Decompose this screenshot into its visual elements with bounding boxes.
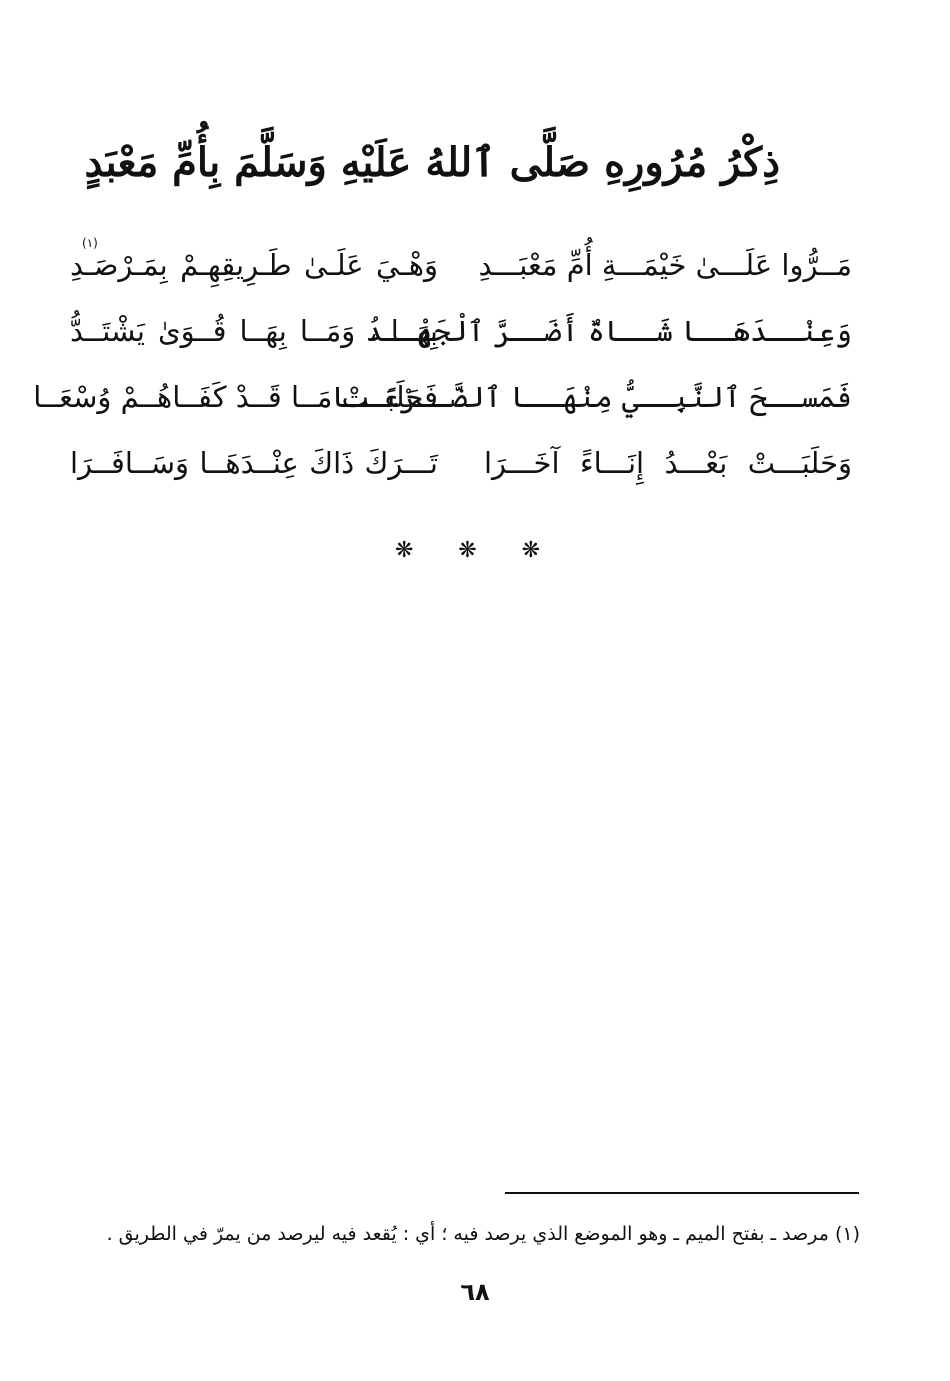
page-number: ٦٨	[460, 1278, 490, 1306]
verse-2-second-hemistich: بِهَــا ، وَمَــا بِهَــا قُــوَىٰ يَشْتَــدُّ	[70, 314, 438, 348]
asterism-icon: ❋	[395, 538, 414, 563]
verse-3-first-hemistich: فَمَســحَ ٱلنَّبِــيُّ مِنْهَــا ٱلضَّــرْعَــا	[331, 380, 852, 414]
asterism-icon: ❋	[458, 538, 477, 563]
poem	[33, 232, 852, 496]
verse-3-second-hemistich: فَحَلَبَــتْ مَــا قَــدْ كَفَــاهُــمْ وُسْعَــا	[33, 380, 438, 414]
asterism-icon: ❋	[521, 538, 540, 563]
section-separator	[395, 536, 540, 566]
verse-4	[70, 430, 852, 496]
footnote: (١) مرصد ـ بفتح الميم ـ وهو الموضع الذي يرصد فيه ؛ أي : يُقعد فيه ليرصد من يمرّ في الطريق .	[106, 1223, 860, 1245]
verse-4-first-hemistich: وَحَلَبَـــتْ بَعْـــدُ إِنَـــاءً آخَـــرَا	[484, 446, 852, 480]
chapter-title: ذِكْرُ مُرُورِهِ صَلَّى ٱللهُ عَلَيْهِ وَسَلَّمَ بِأُمِّ مَعْبَدٍ	[84, 139, 780, 186]
verse-2-first-hemistich: وَعِنْــدَهَــا شَــاةٌ أَضَــرَّ ٱلْجَهْــدُ	[365, 314, 852, 348]
verse-1	[70, 232, 852, 298]
verse-1-first-hemistich: مَــرُّوا عَلَـــىٰ خَيْمَـــةِ أُمِّ مَعْبَـــدِ	[478, 248, 852, 282]
footnote-reference-marker: (١)	[82, 236, 98, 250]
verse-4-second-hemistich: تَـــرَكَ ذَاكَ عِنْــدَهَــا وَسَــافَــرَا	[70, 446, 438, 480]
verse-3	[33, 364, 852, 430]
footnote-divider	[505, 1192, 859, 1194]
verse-1-second-hemistich: وَهْـيَ عَلَـىٰ طَـرِيقِهِـمْ بِمَـرْصَـدِ	[70, 248, 438, 282]
verse-2	[70, 298, 852, 364]
